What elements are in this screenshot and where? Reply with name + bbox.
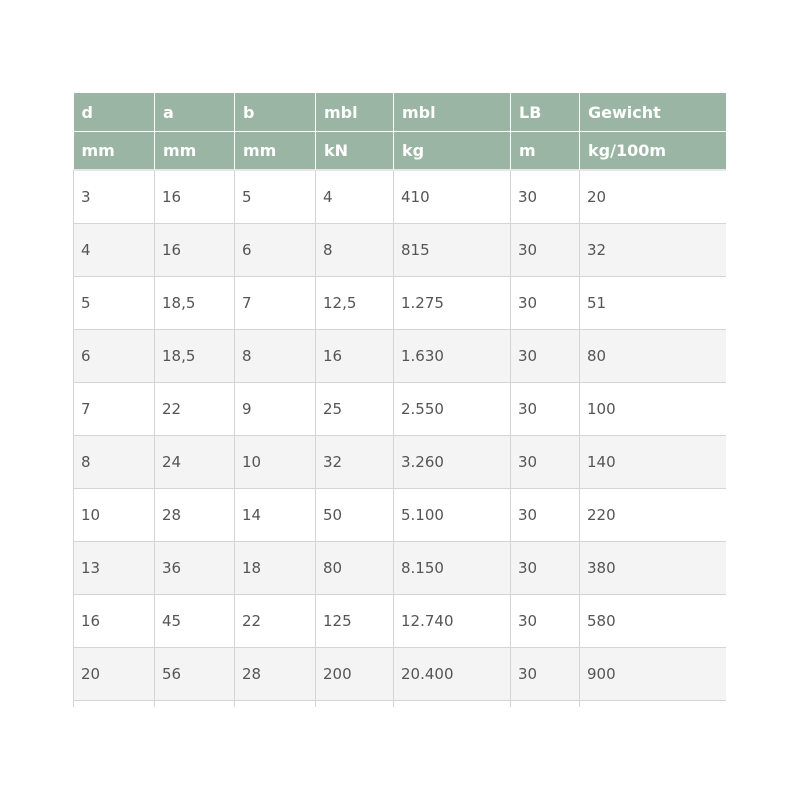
cell-mbl-kg: 815 [394,224,511,277]
cell-mbl-kg: 5.100 [394,489,511,542]
header-d: d [74,93,155,132]
table-row [74,436,726,489]
cell-gewicht: 220 [580,489,726,542]
cell-b: 10 [235,436,316,489]
cell-mbl-kn: 32 [316,436,394,489]
cell-b: 22 [235,595,316,648]
header-unit-row [74,132,726,171]
cell-d: 8 [74,436,155,489]
cell-mbl-kg: 1.275 [394,277,511,330]
header-lb: LB [511,93,580,132]
cell-a: 16 [155,224,235,277]
cell-b: 5 [235,170,316,224]
table-row [74,595,726,648]
table-row [74,224,726,277]
cell-mbl-kg: 8.150 [394,542,511,595]
spec-table [73,93,726,707]
cell-b: 8 [235,330,316,383]
cell-mbl-kg: 2.550 [394,383,511,436]
cell-d: 4 [74,224,155,277]
table-row [74,277,726,330]
cell-b: 14 [235,489,316,542]
cell-mbl-kg: 3.260 [394,436,511,489]
table-row [74,542,726,595]
cell-a: 28 [155,489,235,542]
cell-a: 22 [155,383,235,436]
cell-d: 7 [74,383,155,436]
cell-mbl-kn: 16 [316,330,394,383]
cell-mbl-kn: 12,5 [316,277,394,330]
cell-b: 18 [235,542,316,595]
table-row [74,489,726,542]
cell-d: 16 [74,595,155,648]
cell-lb: 30 [511,383,580,436]
cell-gewicht: 380 [580,542,726,595]
cell-mbl-kn: 50 [316,489,394,542]
header-b: b [235,93,316,132]
cell-gewicht: 20 [580,170,726,224]
cell-a: 16 [155,170,235,224]
cell-mbl-kn: 200 [316,648,394,701]
cell-gewicht: 80 [580,330,726,383]
table-header [74,93,726,170]
cell-a: 18,5 [155,277,235,330]
unit-d: mm [74,132,155,171]
header-mbl-kg: mbl [394,93,511,132]
cell-lb: 30 [511,436,580,489]
cell-d: 6 [74,330,155,383]
cell-lb: 30 [511,277,580,330]
cell-lb: 30 [511,330,580,383]
cell-lb: 30 [511,595,580,648]
cell-a: 18,5 [155,330,235,383]
cell-mbl-kn: 125 [316,595,394,648]
cell-mbl-kn: 4 [316,170,394,224]
cell-lb: 30 [511,489,580,542]
cell-b: 7 [235,277,316,330]
cell-mbl-kg: 410 [394,170,511,224]
cell-gewicht: 32 [580,224,726,277]
cell-gewicht: 900 [580,648,726,701]
table-row-continuation [74,701,726,708]
cell-lb: 30 [511,170,580,224]
unit-b: mm [235,132,316,171]
cell-mbl-kn: 80 [316,542,394,595]
cell-d: 13 [74,542,155,595]
continuation-cell [155,701,235,708]
cell-a: 36 [155,542,235,595]
cell-b: 9 [235,383,316,436]
unit-mbl-kn: kN [316,132,394,171]
continuation-cell [235,701,316,708]
cell-d: 10 [74,489,155,542]
cell-a: 56 [155,648,235,701]
cell-d: 3 [74,170,155,224]
cell-lb: 30 [511,648,580,701]
cell-d: 20 [74,648,155,701]
table-row [74,383,726,436]
continuation-cell [316,701,394,708]
cell-a: 24 [155,436,235,489]
cell-b: 28 [235,648,316,701]
table-row [74,330,726,383]
continuation-cell [580,701,726,708]
continuation-cell [74,701,155,708]
table-row [74,648,726,701]
cell-b: 6 [235,224,316,277]
cell-mbl-kg: 1.630 [394,330,511,383]
cell-gewicht: 140 [580,436,726,489]
cell-a: 45 [155,595,235,648]
header-gewicht: Gewicht [580,93,726,132]
cell-gewicht: 51 [580,277,726,330]
cell-gewicht: 580 [580,595,726,648]
cell-lb: 30 [511,542,580,595]
cell-mbl-kg: 20.400 [394,648,511,701]
header-mbl-kn: mbl [316,93,394,132]
cell-mbl-kn: 25 [316,383,394,436]
table-row [74,170,726,224]
unit-mbl-kg: kg [394,132,511,171]
cell-mbl-kg: 12.740 [394,595,511,648]
header-a: a [155,93,235,132]
header-name-row [74,93,726,132]
cell-d: 5 [74,277,155,330]
table-body [74,170,726,707]
unit-gewicht: kg/100m [580,132,726,171]
unit-a: mm [155,132,235,171]
cell-mbl-kn: 8 [316,224,394,277]
continuation-cell [394,701,511,708]
cell-lb: 30 [511,224,580,277]
continuation-cell [511,701,580,708]
unit-lb: m [511,132,580,171]
cell-gewicht: 100 [580,383,726,436]
